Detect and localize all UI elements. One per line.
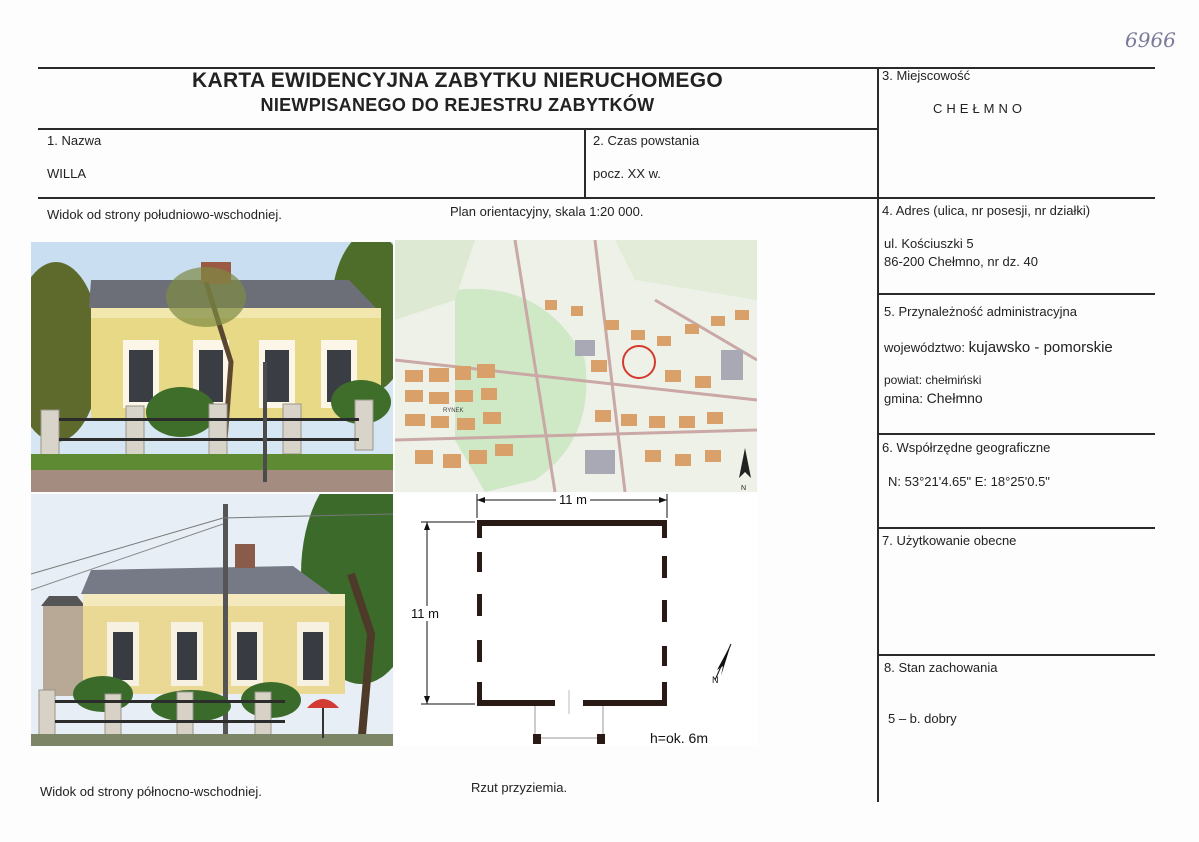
usage-label: 7. Użytkowanie obecne — [882, 533, 1017, 548]
document-subtitle: NIEWPISANEGO DO REJESTRU ZABYTKÓW — [260, 95, 655, 115]
address-bottom-line — [877, 293, 1155, 295]
voivodeship-value: kujawsko - pomorskie — [968, 339, 1113, 356]
coords-bottom-line — [877, 527, 1155, 529]
address-label: 4. Adres (ulica, nr posesji, nr działki) — [882, 203, 1091, 218]
voivodeship-row — [884, 339, 1113, 356]
floor-plan-north-label: N — [712, 675, 719, 685]
document-title: KARTA EWIDENCYJNA ZABYTKU NIERUCHOMEGO — [192, 69, 723, 92]
commune-prefix: gmina: — [884, 391, 924, 406]
map-north-label: N — [741, 485, 747, 492]
time-label: 2. Czas powstania — [593, 133, 700, 148]
condition-label: 8. Stan zachowania — [884, 660, 998, 675]
coords-label: 6. Współrzędne geograficzne — [882, 440, 1051, 455]
place-label: 3. Miejscowość — [882, 68, 971, 83]
address-line-1: ul. Kościuszki 5 — [884, 236, 974, 251]
county-value: chełmiński — [925, 373, 982, 387]
county-row — [884, 373, 981, 387]
place-value: CHEŁMNO — [933, 101, 1027, 116]
commune-row — [884, 390, 983, 406]
caption-view-se: Widok od strony południowo-wschodniej. — [47, 207, 282, 222]
floor-plan-height-label: 11 m — [411, 606, 439, 621]
photo-north-east-view — [31, 494, 393, 746]
orientation-map — [395, 240, 757, 492]
floor-plan-width-label: 11 m — [556, 492, 590, 507]
name-value: WILLA — [47, 166, 87, 181]
admin-bottom-line — [877, 433, 1155, 435]
admin-label: 5. Przynależność administracyjna — [884, 304, 1077, 319]
usage-bottom-line — [877, 654, 1155, 656]
floor-plan-drawing — [395, 494, 757, 746]
commune-value: Chełmno — [926, 390, 983, 406]
caption-map: Plan orientacyjny, skala 1:20 000. — [450, 204, 644, 219]
floor-plan-height-note: h=ok. 6m — [650, 730, 708, 746]
voivodeship-prefix: województwo: — [884, 340, 965, 355]
name-row-bottom-line — [38, 197, 1155, 199]
photo-south-east-view — [31, 242, 393, 492]
coords-value: N: 53°21'4.65" E: 18°25'0.5" — [888, 474, 1050, 489]
name-label: 1. Nazwa — [47, 133, 102, 148]
name-time-divider — [584, 128, 586, 198]
condition-value: 5 – b. dobry — [888, 711, 957, 726]
caption-view-ne: Widok od strony północno-wschodniej. — [40, 784, 262, 799]
caption-floor-plan: Rzut przyziemia. — [471, 780, 568, 795]
page-number: 6966 — [1125, 28, 1176, 52]
county-prefix: powiat: — [884, 373, 923, 387]
title-bottom-line — [38, 128, 878, 130]
address-line-2: 86-200 Chełmno, nr dz. 40 — [884, 254, 1038, 269]
time-value: pocz. XX w. — [593, 166, 661, 181]
map-market-label: RYNEK — [443, 408, 464, 414]
